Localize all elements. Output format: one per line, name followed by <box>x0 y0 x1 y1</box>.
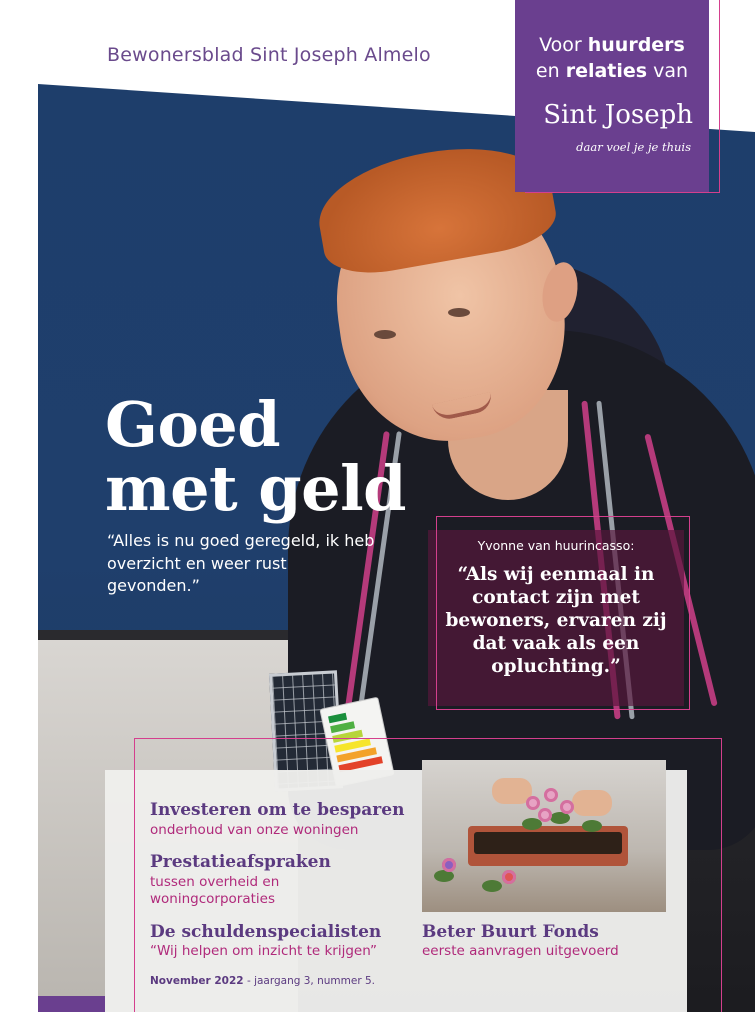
flower <box>538 808 552 822</box>
article-subtitle: onderhoud van onze woningen <box>150 822 359 838</box>
flower <box>544 788 558 802</box>
flower <box>526 796 540 810</box>
quote-text: “Als wij eenmaal in contact zijn met bewoners, ervaren zij dat vaak als een opluchting.” <box>445 564 667 677</box>
article-subtitle: eerste aanvragen uitgevoerd <box>422 943 619 959</box>
article-title[interactable]: De schuldenspecialisten <box>150 922 382 942</box>
magazine-kicker: Bewonersblad Sint Joseph Almelo <box>107 44 431 66</box>
issue-info: November 2022 - jaargang 3, nummer 5. <box>150 975 376 987</box>
brand-audience-line2: en relaties van <box>535 60 689 82</box>
brand-frame <box>525 0 720 193</box>
brand-logo-name: Sint Joseph <box>543 100 693 130</box>
brand-tagline: daar voel je je thuis <box>576 140 691 154</box>
flower <box>560 800 574 814</box>
flower <box>442 858 456 872</box>
leaf <box>582 820 602 832</box>
leaf <box>482 880 502 892</box>
article-title[interactable]: Beter Buurt Fonds <box>422 922 599 942</box>
headline-line: met geld <box>105 452 406 525</box>
headline-line: Goed <box>105 388 281 461</box>
flower <box>502 870 516 884</box>
article-subtitle: tussen overheid en woningcorporaties <box>150 874 280 907</box>
hand <box>572 790 612 816</box>
eye <box>448 308 470 317</box>
soil <box>474 832 622 854</box>
article-title[interactable]: Prestatieafspraken <box>150 852 331 872</box>
quote-source: Yvonne van huurincasso: <box>477 538 635 553</box>
eye <box>374 330 396 339</box>
article-subtitle: “Wij helpen om inzicht te krijgen” <box>150 943 378 959</box>
garden-photo <box>422 760 666 912</box>
energy-bar <box>328 713 347 724</box>
cover-subquote: “Alles is nu goed geregeld, ik heb overzicht en weer rust gevonden.” <box>107 531 375 595</box>
bottom-accent-strip <box>38 996 105 1012</box>
cover-headline <box>105 388 406 525</box>
leaf <box>434 870 454 882</box>
article-title[interactable]: Investeren om te besparen <box>150 800 405 820</box>
brand-audience-line1: Voor huurders <box>539 34 685 56</box>
